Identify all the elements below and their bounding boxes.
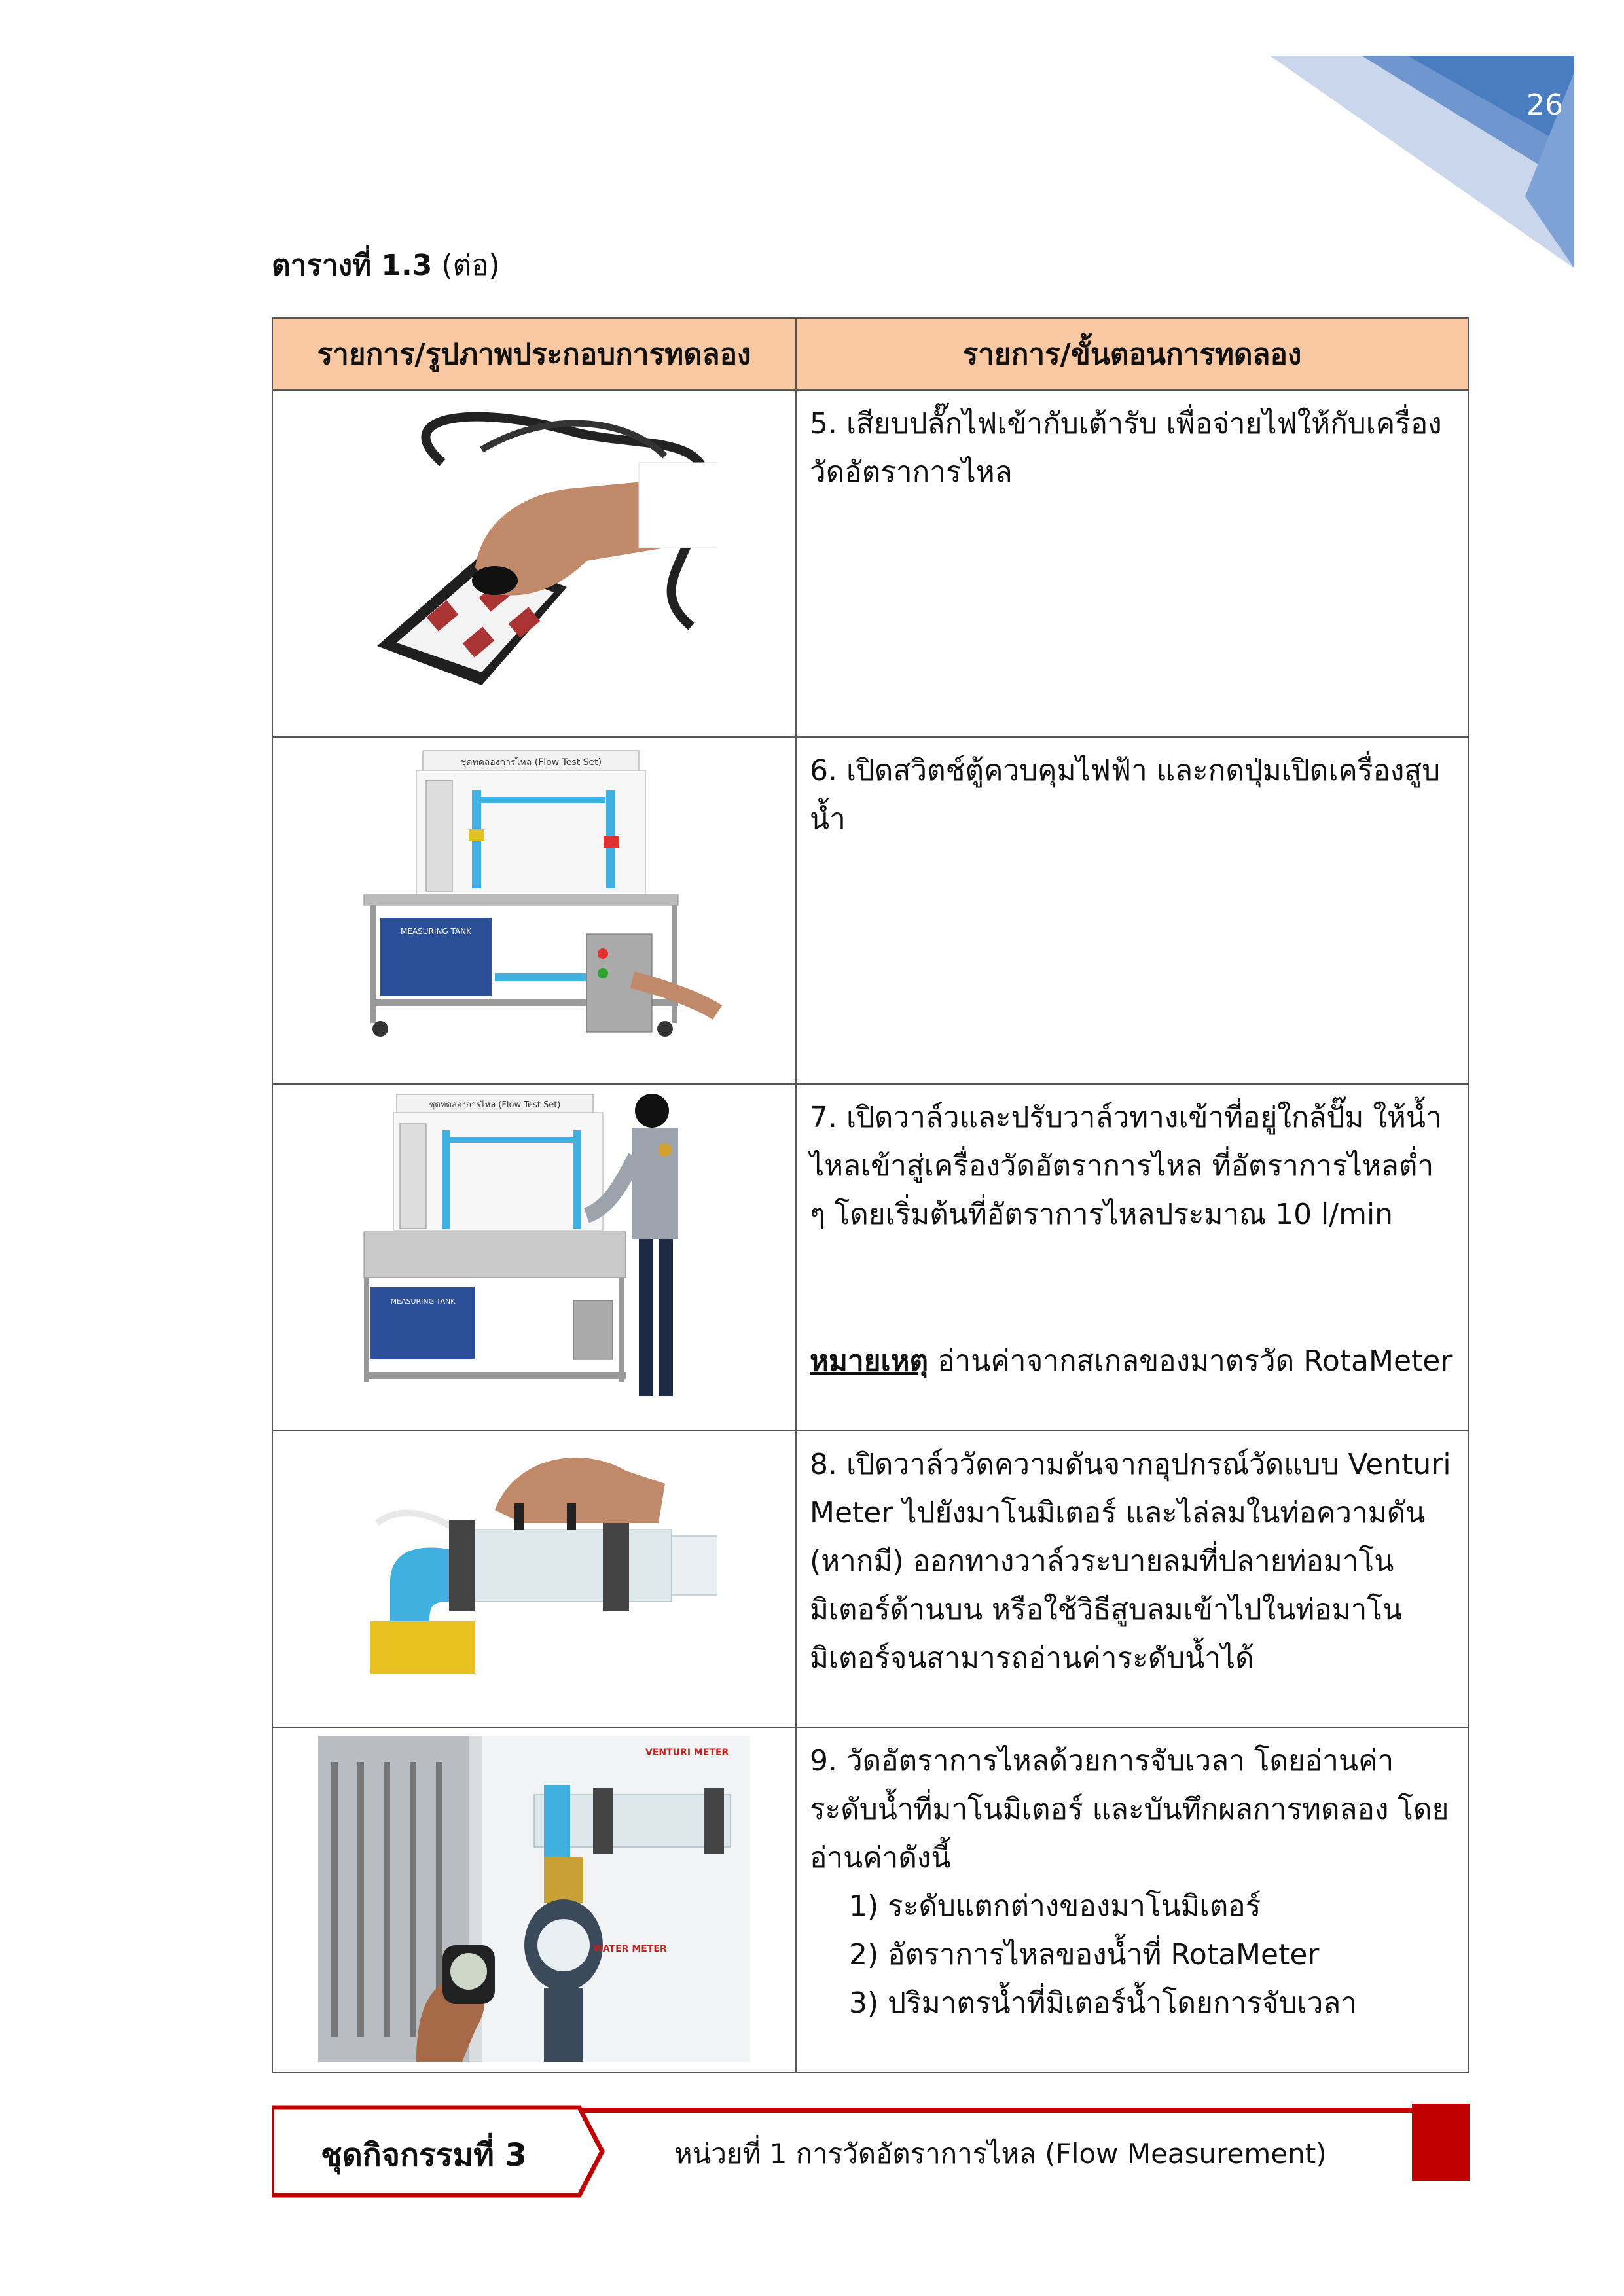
- image-cell: [272, 737, 796, 1084]
- header-images: รายการ/รูปภาพประกอบการทดลอง: [272, 318, 796, 390]
- image-cell: [272, 1431, 796, 1727]
- table-row: [272, 737, 1468, 1084]
- corner-decoration: [0, 0, 1624, 340]
- student-opening-valve-photo: [357, 1085, 711, 1412]
- venturi-valve-photo: [351, 1431, 717, 1680]
- step-6-text: 6. เปิดสวิตช์ตู้ควบคุมไฟฟ้า และกดปุ่มเปิดเครื่องสูบน้ำ: [796, 737, 1468, 1084]
- step-5-text: 5. เสียบปลั๊กไฟเข้ากับเต้ารับ เพื่อจ่ายไฟให้กับเครื่องวัดอัตราการไหล: [796, 390, 1468, 737]
- table-caption: [272, 242, 500, 288]
- image-cell: [272, 1727, 796, 2073]
- step-9-subitem-3: 3) ปริมาตรน้ำที่มิเตอร์น้ำโดยการจับเวลา: [849, 1986, 1357, 2020]
- page-number: 26: [1526, 88, 1563, 122]
- step-9-subitem-1: 1) ระดับแตกต่างของมาโนมิเตอร์: [849, 1890, 1261, 1923]
- step-7-cell: [796, 1084, 1468, 1431]
- table-row: [272, 1084, 1468, 1431]
- image-cell: [272, 390, 796, 737]
- unit-title: หน่วยที่ 1 การวัดอัตราการไหล (Flow Measurement): [674, 2138, 1327, 2170]
- header-steps: รายการ/ขั้นตอนการทดลอง: [796, 318, 1468, 390]
- photo-label-tank: MEASURING TANK: [401, 927, 471, 936]
- photo-label-title: ชุดทดลองการไหล (Flow Test Set): [429, 1100, 561, 1110]
- note-text: อ่านค่าจากสเกลของมาตรวัด RotaMeter: [937, 1344, 1453, 1378]
- procedure-table: [272, 317, 1469, 2073]
- note-label: หมายเหตุ: [810, 1344, 929, 1378]
- photo-label-venturi: VENTURI METER: [645, 1748, 729, 1758]
- table-header-row: [272, 318, 1468, 390]
- photo-label-title: ชุดทดลองการไหล (Flow Test Set): [460, 757, 602, 768]
- photo-label-tank: MEASURING TANK: [390, 1297, 456, 1306]
- step-9-text: 9. วัดอัตราการไหลด้วยการจับเวลา โดยอ่านค่าระดับน้ำที่มาโนมิเตอร์ และบันทึกผลการทดลอง โดยอ่านค่าดังนี้: [810, 1744, 1449, 1874]
- table-row: [272, 1727, 1468, 2073]
- table-row: [272, 1431, 1468, 1727]
- photo-label-water: WATER METER: [593, 1944, 667, 1954]
- step-7-text: 7. เปิดวาล์วและปรับวาล์วทางเข้าที่อยู่ใกล้ปั๊ม ให้น้ำไหลเข้าสู่เครื่องวัดอัตราการไหล ที่อัตราการไหลต่ำ ๆ โดยเริ่มต้นที่อัตราการไหลประมาณ 10 l/min: [810, 1101, 1442, 1231]
- step-8-text: 8. เปิดวาล์ววัดความดันจากอุปกรณ์วัดแบบ Venturi Meter ไปยังมาโนมิเตอร์ และไล่ลมในท่อความดัน (หากมี) ออกทางวาล์วระบายลมที่ปลายท่อมาโนมิเตอร์ด้านบน หรือใช้วิธีสูบลมเข้าไปในท่อมาโนมิเตอร์จนสามารถอ่านค่าระดับน้ำได้: [796, 1431, 1468, 1727]
- step-9-cell: [796, 1727, 1468, 2073]
- image-cell: [272, 1084, 796, 1431]
- flow-test-set-switch-photo: [344, 738, 724, 1045]
- stopwatch-manometer-photo: [318, 1736, 750, 2062]
- table-row: [272, 390, 1468, 737]
- caption-label: ตารางที่ 1.3: [272, 249, 433, 282]
- step-9-subitem-2: 2) อัตราการไหลของน้ำที่ RotaMeter: [849, 1938, 1320, 1971]
- step-7-note: [810, 1337, 1456, 1386]
- caption-rest: (ต่อ): [441, 249, 500, 282]
- plug-into-socket-photo: [351, 391, 717, 692]
- activity-title: ชุดกิจกรรมที่ 3: [321, 2137, 527, 2174]
